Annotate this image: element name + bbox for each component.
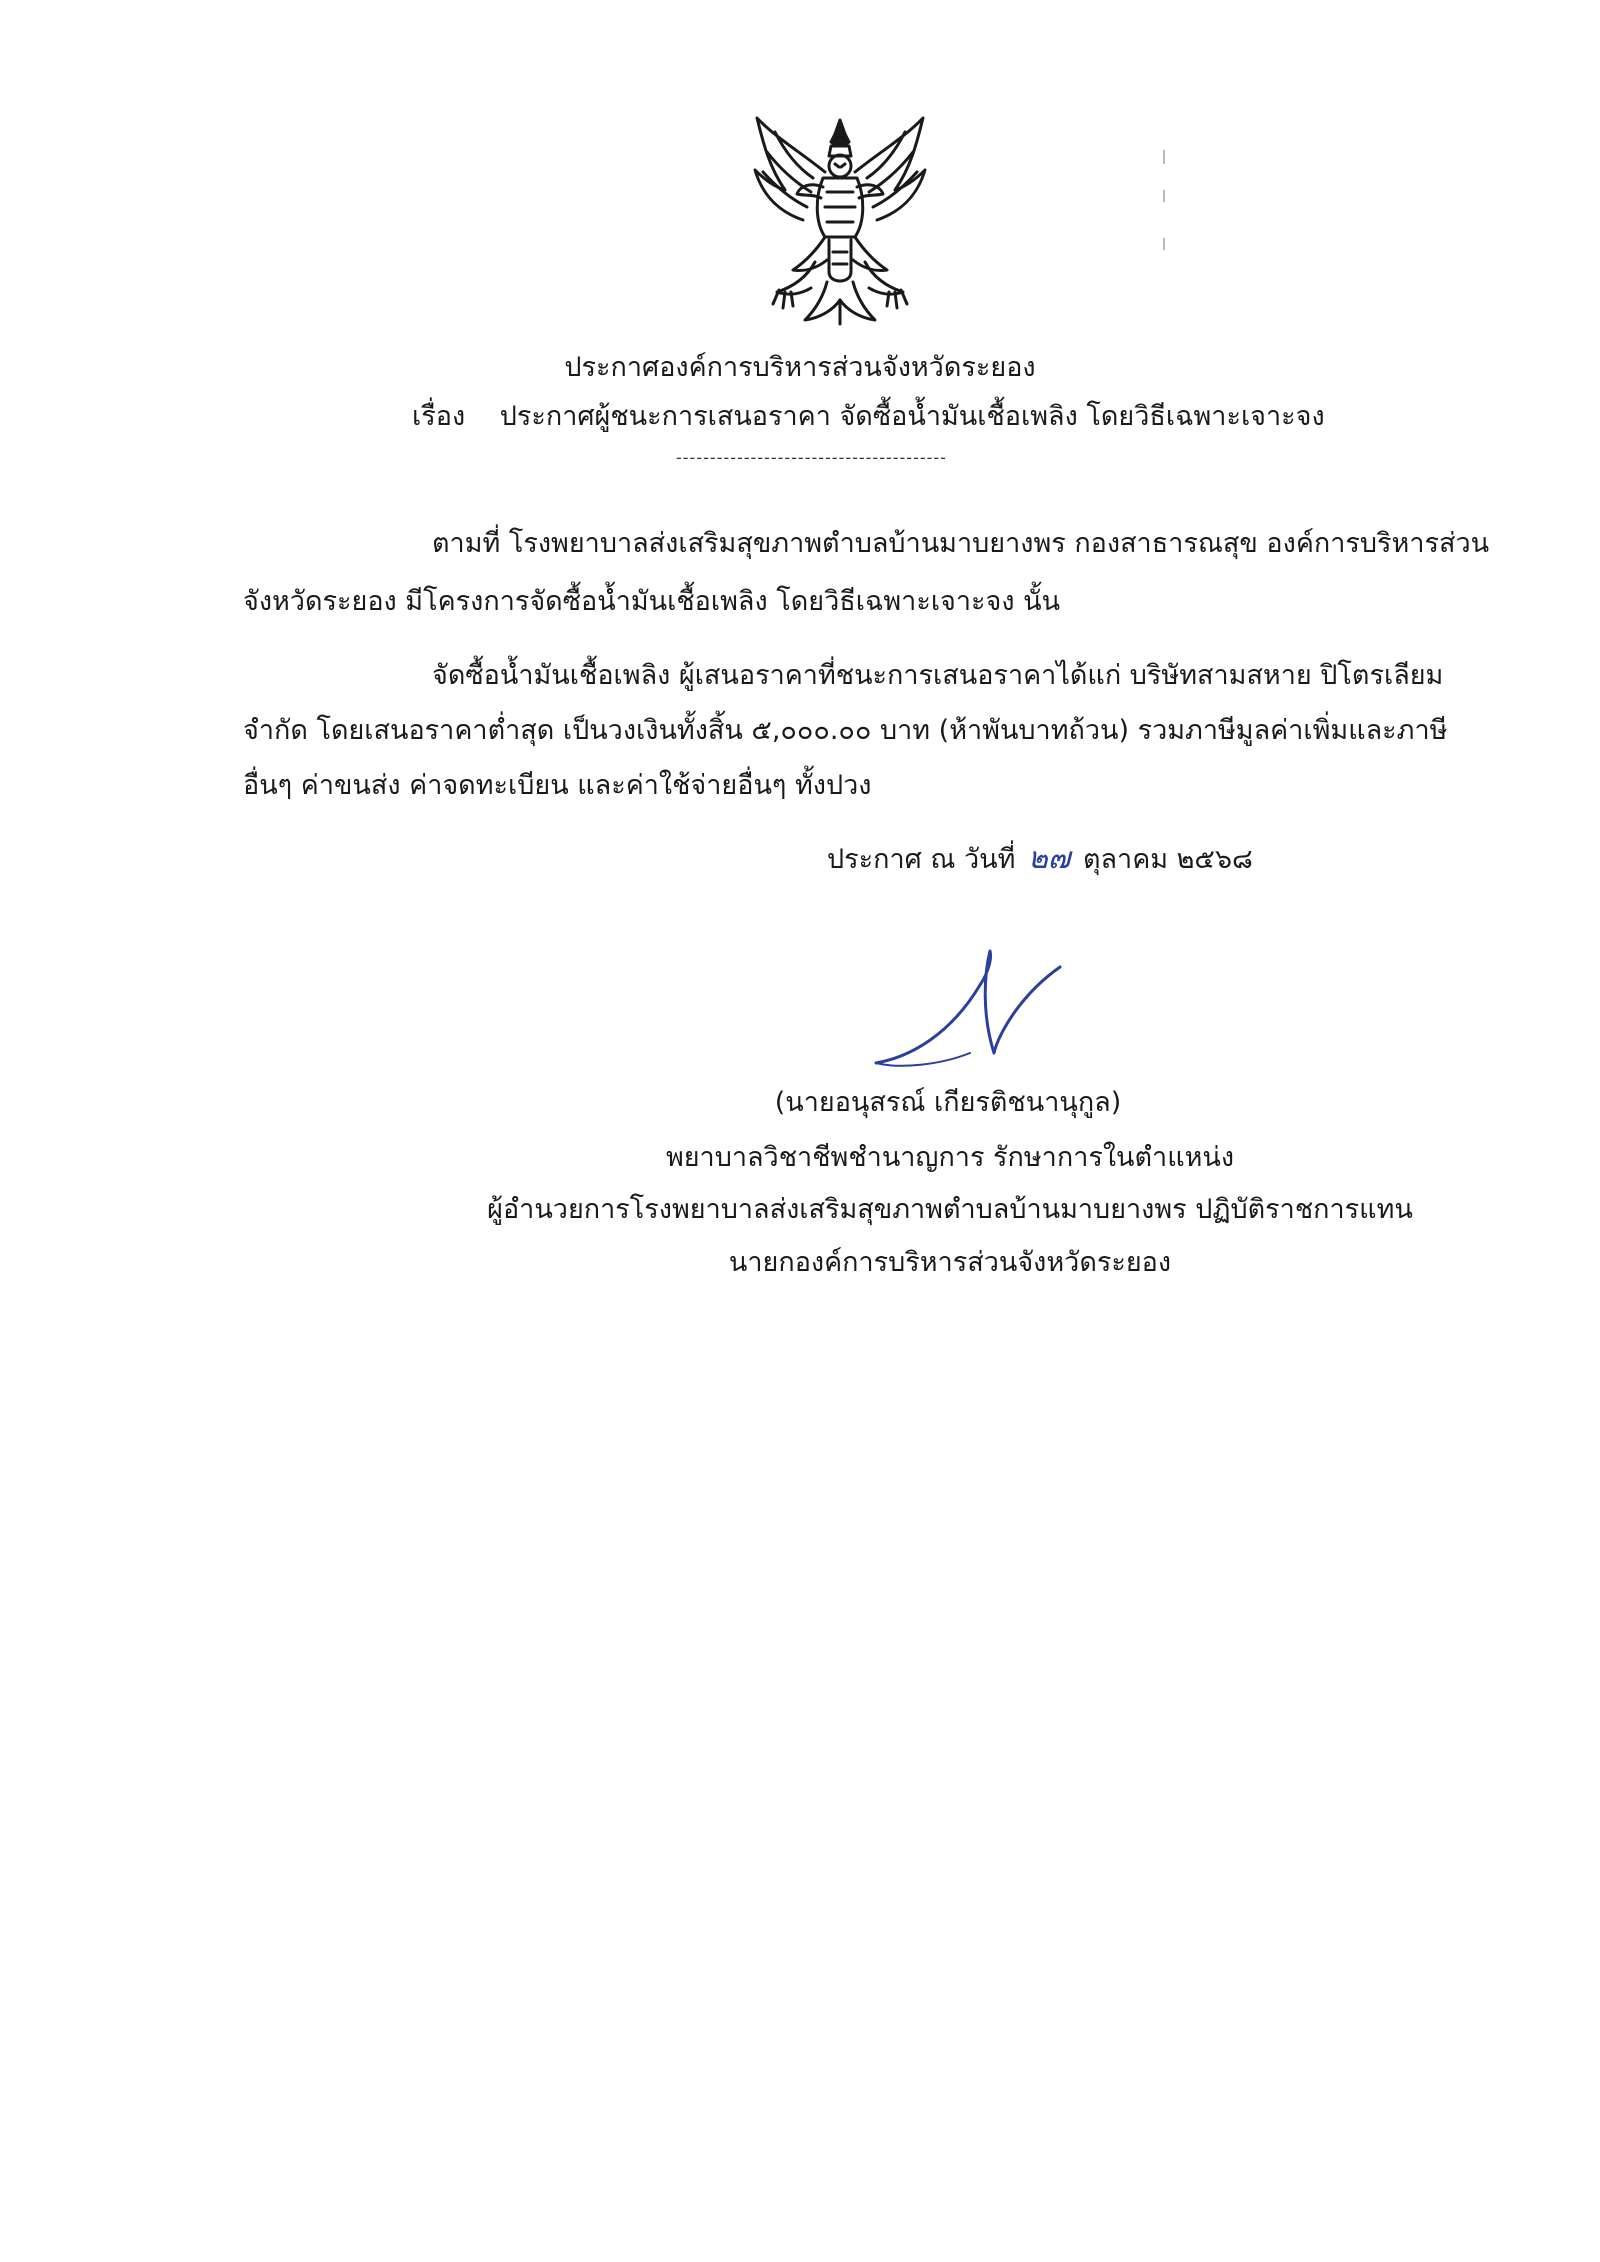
title-separator: ---------------------------------------- xyxy=(676,448,947,467)
garuda-emblem-icon xyxy=(745,112,935,330)
document-title: ประกาศองค์การบริหารส่วนจังหวัดระยอง xyxy=(564,352,1036,383)
document-subject xyxy=(412,398,1325,436)
paragraph-1-line-2: จังหวัดระยอง มีโครงการจัดซื้อน้ำมันเชื้อเพลิง โดยวิธีเฉพาะเจาะจง นั้น xyxy=(243,586,1061,617)
announcement-date xyxy=(827,840,1253,879)
signatory-position-2: ผู้อำนวยการโรงพยาบาลส่งเสริมสุขภาพตำบลบ้านมาบยางพร ปฏิบัติราชการแทน xyxy=(487,1194,1413,1225)
date-month-year: ตุลาคม ๒๕๖๘ xyxy=(1082,844,1253,875)
subject-text: ประกาศผู้ชนะการเสนอราคา จัดซื้อน้ำมันเชื้อเพลิง โดยวิธีเฉพาะเจาะจง xyxy=(499,401,1325,432)
paragraph-1-line-1: ตามที่ โรงพยาบาลส่งเสริมสุขภาพตำบลบ้านมาบยางพร กองสาธารณสุข องค์การบริหารส่วน xyxy=(432,528,1490,559)
date-day-handwritten: ๒๗ xyxy=(1028,841,1071,876)
subject-label: เรื่อง xyxy=(412,401,466,432)
margin-marks xyxy=(1162,150,1166,260)
signatory-position-1: พยาบาลวิชาชีพชำนาญการ รักษาการในตำแหน่ง xyxy=(665,1142,1235,1173)
date-prefix: ประกาศ ณ วันที่ xyxy=(827,844,1016,875)
signatory-position-3: นายกองค์การบริหารส่วนจังหวัดระยอง xyxy=(728,1247,1172,1278)
handwritten-signature xyxy=(870,945,1070,1075)
paragraph-2-line-2: จำกัด โดยเสนอราคาต่ำสุด เป็นวงเงินทั้งสิ้น ๕,๐๐๐.๐๐ บาท (ห้าพันบาทถ้วน) รวมภาษีมูลค่าเพิ่มและภาษี xyxy=(243,715,1448,746)
paragraph-2-line-3: อื่นๆ ค่าขนส่ง ค่าจดทะเบียน และค่าใช้จ่ายอื่นๆ ทั้งปวง xyxy=(243,770,872,801)
signatory-name: (นายอนุสรณ์ เกียรติชนานุกูล) xyxy=(774,1087,1122,1118)
paragraph-2-line-1: จัดซื้อน้ำมันเชื้อเพลิง ผู้เสนอราคาที่ชนะการเสนอราคาได้แก่ บริษัทสามสหาย ปิโตรเลียม xyxy=(432,660,1444,691)
